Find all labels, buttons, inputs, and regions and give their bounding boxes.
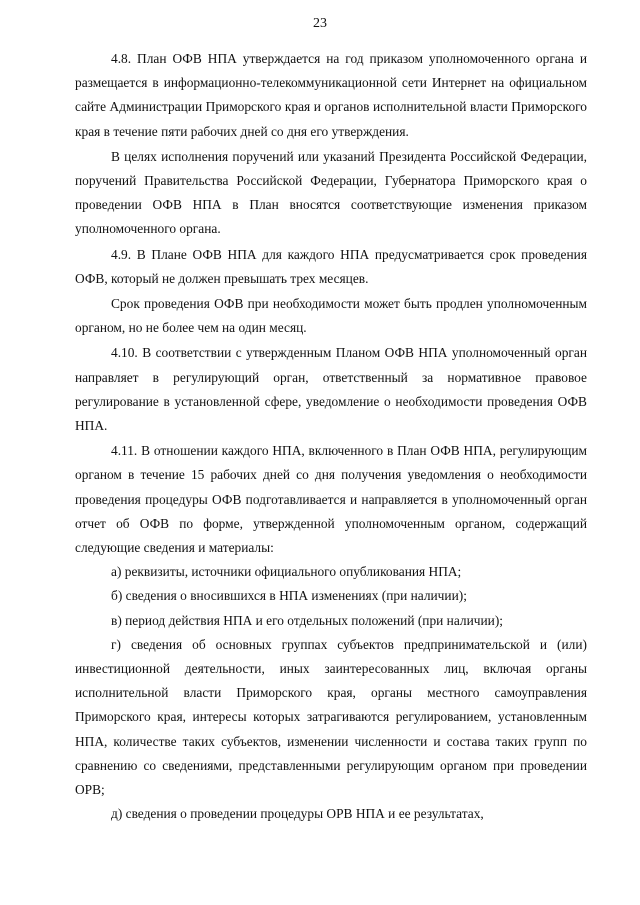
paragraph-4-11: 4.11. В отношении каждого НПА, включенного в План ОФВ НПА, регулирующим органом в течение 15 рабочих дней со дня получения уведомления о необходимости проведения процедуры ОФВ подготавливается и направляется в уполномоченный орган отчет об ОФВ по форме, утвержденной уполномоченным органом, содержащий следующие сведения и материалы: [75,443,587,556]
list-item-g: г) сведения об основных группах субъектов предпринимательской и (или) инвестиционной деятельности, иных заинтересованных лиц, включая органы исполнительной власти Приморского края, органы местного самоуправления Приморского края, интересы которых затрагиваются регулированием, установленным НПА, количестве таких субъектов, изменении численности и состава таких групп по сравнению со сведениями, представленными регулирующим органом при проведении ОРВ; [75,636,587,798]
page-number: 23 [313,16,327,31]
paragraph-4-8: 4.8. План ОФВ НПА утверждается на год приказом уполномоченного органа и размещается в информационно-телекоммуникационной сети Интернет на официальном сайте Администрации Приморского края и органов исполнительной власти Приморского края в течение пяти рабочих дней со дня его утверждения. [75,51,587,139]
paragraph-extension: Срок проведения ОФВ при необходимости может быть продлен уполномоченным органом, но не более чем на один месяц. [75,296,587,336]
document-body [75,47,587,827]
list-item-a: а) реквизиты, источники официального опубликования НПА; [111,564,462,580]
list-item-b: б) сведения о вносившихся в НПА изменениях (при наличии); [111,588,467,604]
list-item-d: д) сведения о проведении процедуры ОРВ НПА и ее результатах, [111,806,484,822]
paragraph-4-10: 4.10. В соответствии с утвержденным Планом ОФВ НПА уполномоченный орган направляет в регулирующий орган, ответственный за нормативное правовое регулирование в установленной сфере, уведомление о необходимости проведения ОФВ НПА. [75,345,587,434]
list-item-v: в) период действия НПА и его отдельных положений (при наличии); [111,612,503,628]
paragraph-instructions: В целях исполнения поручений или указаний Президента Российской Федерации, поручений Правительства Российской Федерации, Губернатора Приморского края о проведении ОФВ НПА в План вносятся соответствующие изменения приказом уполномоченного органа. [75,148,587,237]
paragraph-4-9: 4.9. В Плане ОФВ НПА для каждого НПА предусматривается срок проведения ОФВ, который не должен превышать трех месяцев. [75,246,587,286]
